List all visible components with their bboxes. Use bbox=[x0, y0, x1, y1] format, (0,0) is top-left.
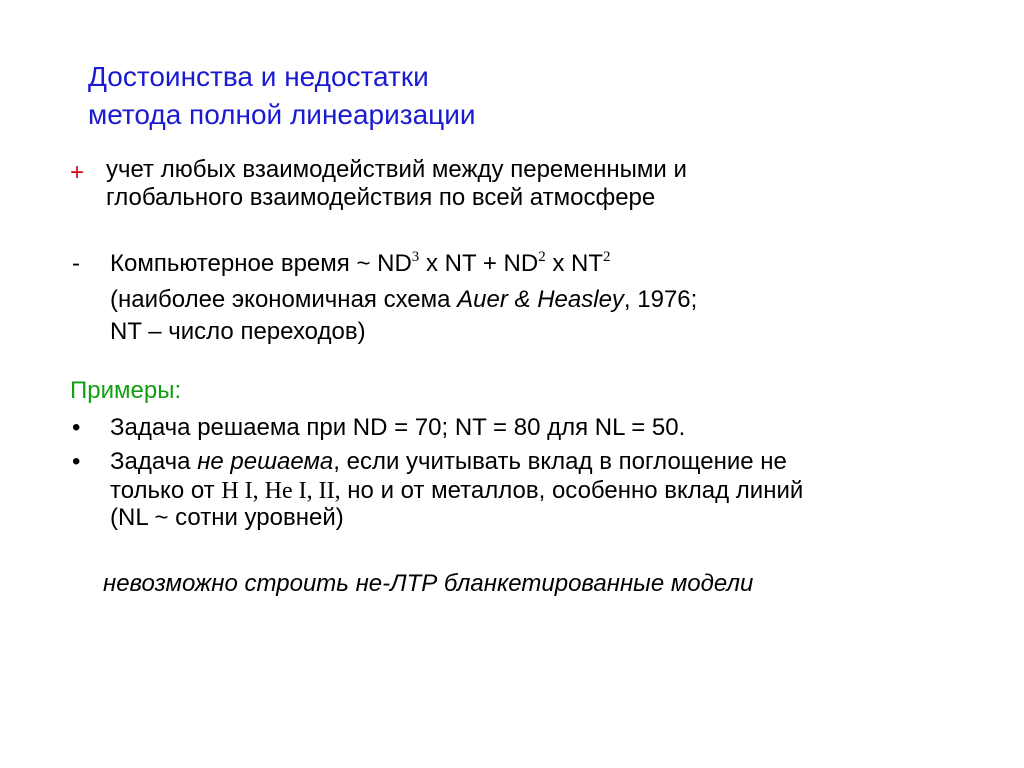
scheme-note bbox=[110, 285, 697, 314]
advantage-line-2: глобального взаимодействия по всей атмосфере bbox=[106, 184, 656, 211]
scheme-note-authors: Auer & Heasley bbox=[457, 286, 624, 313]
advantage-line-1: учет любых взаимодействий между переменными и bbox=[106, 156, 687, 183]
bullet-2: • bbox=[72, 448, 81, 475]
formula-exp-2: 2 bbox=[538, 249, 546, 265]
formula-mid-3: x NT bbox=[545, 250, 604, 277]
example-item-2-line2-suffix: но и от металлов, особенно вклад линий bbox=[340, 477, 804, 504]
formula-exp-3: 2 bbox=[603, 249, 611, 265]
formula-exp-1: 3 bbox=[411, 249, 420, 265]
title-line-2: метода полной линеаризации bbox=[88, 99, 476, 130]
scheme-note-prefix: (наиболее экономичная схема bbox=[110, 286, 458, 313]
formula-plus: + bbox=[482, 250, 497, 277]
formula-prefix: Компьютерное время ~ ND bbox=[110, 250, 412, 277]
example-item-2-species: H I, He I, II, bbox=[221, 478, 341, 504]
example-item-2-line2-prefix: только от bbox=[110, 477, 222, 504]
examples-heading: Примеры: bbox=[70, 377, 182, 404]
formula-mid-2: ND bbox=[496, 250, 539, 277]
plus-marker: + bbox=[70, 159, 85, 186]
example-item-2-line-1 bbox=[110, 447, 787, 476]
scheme-note-line-2: NT – число переходов) bbox=[110, 318, 366, 345]
scheme-note-suffix: , 1976; bbox=[623, 286, 698, 313]
example-item-2-italic: не решаема bbox=[197, 448, 334, 475]
title-line-1: Достоинства и недостатки bbox=[88, 61, 429, 92]
conclusion-text: невозможно строить не-ЛТР бланкетированные модели bbox=[103, 570, 754, 597]
example-item-2-line-2 bbox=[110, 476, 803, 506]
example-item-2-line-3: (NL ~ сотни уровней) bbox=[110, 504, 344, 531]
formula-mid-1: x NT bbox=[419, 250, 483, 277]
dash-marker: - bbox=[72, 250, 80, 277]
example-item-2-rest: , если учитывать вклад в поглощение не bbox=[333, 448, 787, 475]
slide-title bbox=[88, 58, 476, 134]
example-item-2-prefix: Задача bbox=[110, 448, 198, 475]
example-item-1: Задача решаема при ND = 70; NT = 80 для NL = 50. bbox=[110, 414, 686, 441]
computer-time-formula bbox=[110, 249, 611, 278]
bullet-1: • bbox=[72, 414, 81, 441]
